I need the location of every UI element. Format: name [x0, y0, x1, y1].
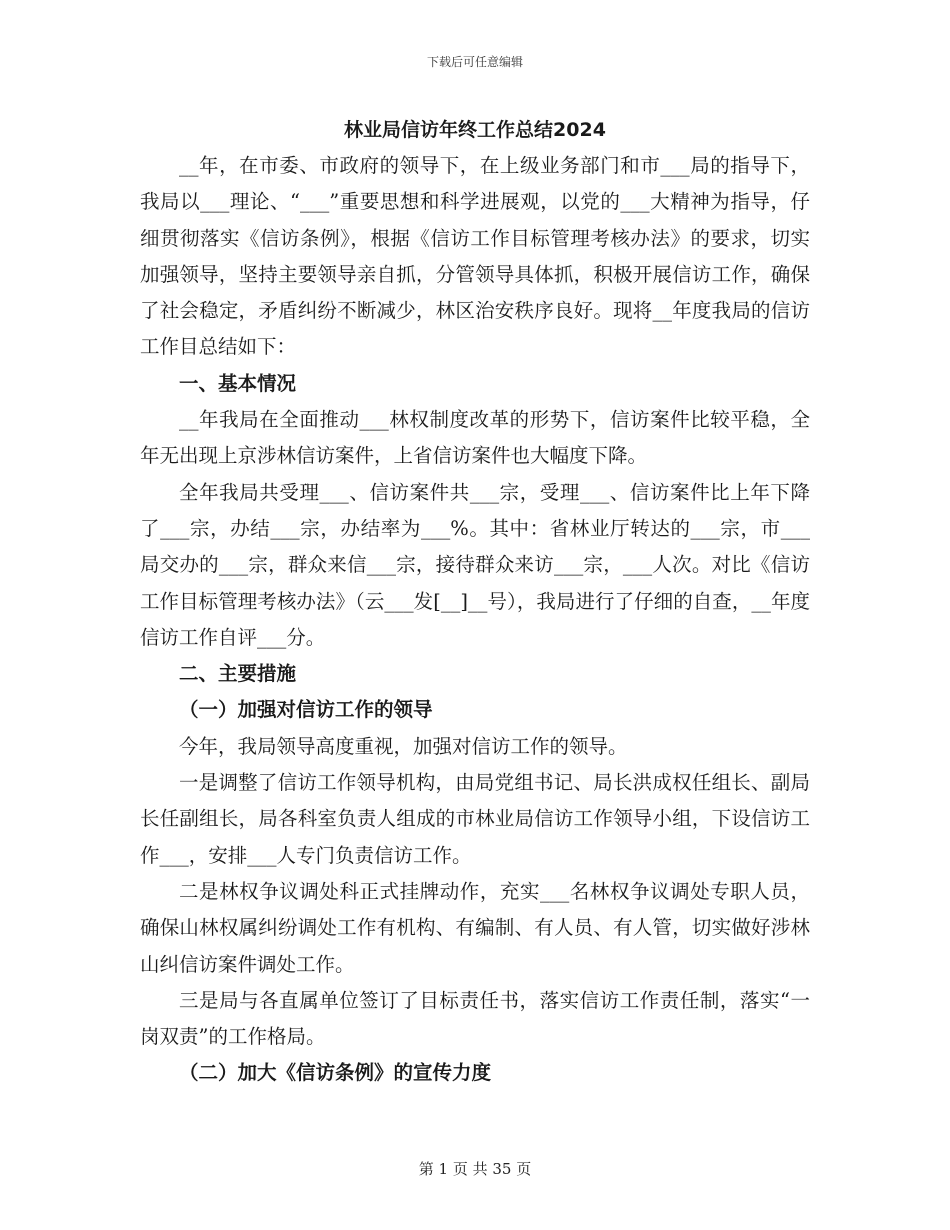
paragraph-situation-overview: __年我局在全面推动___林权制度改革的形势下，信访案件比较平稳，全年无出现上京涉林信访案件，上省信访案件也大幅度下降。 — [140, 408, 810, 468]
paragraph-case-statistics: 全年我局共受理___、信访案件共___宗，受理___、信访案件比上年下降了___宗，办结___宗，办结率为___%。其中：省林业厅转达的___宗，市___局交办的___宗，群众来信___宗，接待群众来访___宗，___人次。对比《信访工作目标管理考核办法》（云___发[__]__号），我局进行了仔细的自查，__年度信访工作自评___分。 — [140, 480, 810, 649]
document-body — [140, 148, 810, 1092]
paragraph-leadership-intro: 今年，我局领导高度重视，加强对信访工作的领导。 — [179, 734, 628, 758]
subsection-heading-leadership: （一）加强对信访工作的领导 — [179, 698, 433, 722]
paragraph-intro: __年，在市委、市政府的领导下，在上级业务部门和市___局的指导下，我局以___理论、“___”重要思想和科学进展观，以党的___大精神为指导，仔细贯彻落实《信访条例》，根据《信访工作目标管理考核办法》的要求，切实加强领导，坚持主要领导亲自抓，分管领导具体抓，积极开展信访工作，确保了社会稳定，矛盾纠纷不断减少，林区治安秩序良好。现将__年度我局的信访工作目总结如下： — [140, 154, 810, 359]
paragraph-measure-two: 二是林权争议调处科正式挂牌动作，充实___名林权争议调处专职人员，确保山林权属纠纷调处工作有机构、有编制、有人员、有人管，切实做好涉林山纠信访案件调处工作。 — [140, 879, 810, 976]
header-note: 下载后可任意编辑 — [426, 55, 523, 69]
subsection-heading-publicity: （二）加大《信访条例》的宣传力度 — [179, 1061, 492, 1085]
paragraph-measure-one: 一是调整了信访工作领导机构，由局党组书记、局长洪成权任组长、副局长任副组长，局各科室负责人组成的市林业局信访工作领导小组，下设信访工作___，安排___人专门负责信访工作。 — [140, 771, 810, 867]
page-footer: 第 1 页 共 35 页 — [418, 1160, 532, 1178]
section-heading-main-measures: 二、主要措施 — [179, 662, 297, 686]
section-heading-basic-situation: 一、基本情况 — [179, 371, 297, 395]
page-title: 林业局信访年终工作总结2024 — [344, 119, 606, 141]
paragraph-measure-three: 三是局与各直属单位签订了目标责任书，落实信访工作责任制，落实“一岗双责”的工作格局。 — [140, 988, 810, 1049]
